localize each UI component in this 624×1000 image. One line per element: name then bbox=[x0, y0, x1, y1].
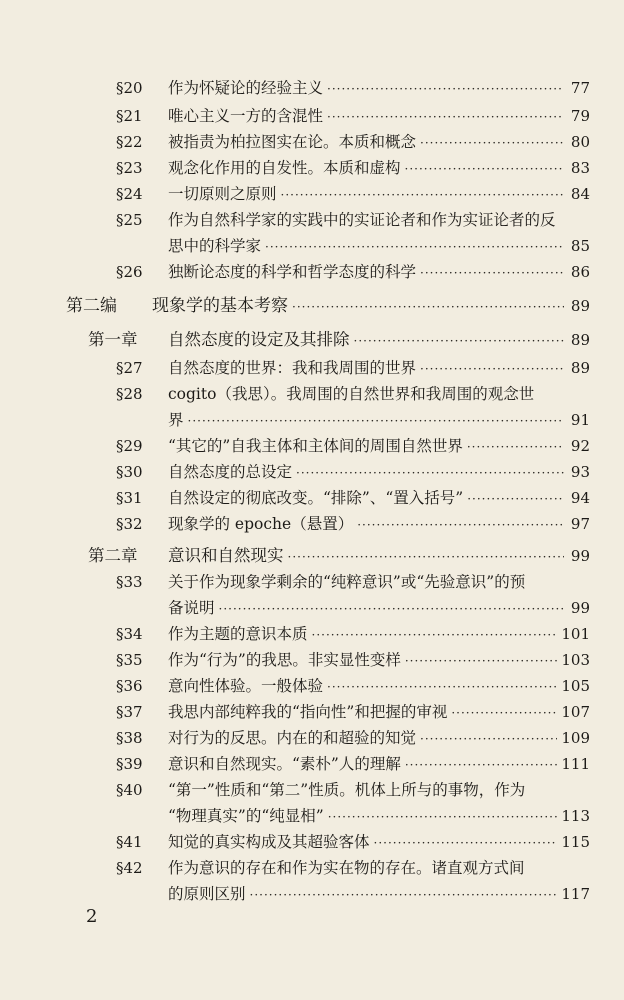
chapter-title: 意识和自然现实 bbox=[168, 546, 284, 565]
section-number: §22 bbox=[116, 133, 143, 151]
section-number: §24 bbox=[116, 185, 143, 203]
part-label: 第二编 bbox=[66, 296, 117, 316]
toc-entry-continuation bbox=[168, 598, 590, 619]
toc-entry bbox=[116, 462, 590, 483]
section-number: §35 bbox=[116, 651, 143, 669]
page-number: 89 bbox=[570, 297, 590, 315]
section-number: §26 bbox=[116, 263, 143, 281]
toc-entry bbox=[116, 650, 590, 671]
page-number: 93 bbox=[570, 463, 590, 481]
page-number: 89 bbox=[570, 359, 590, 377]
page-number: 80 bbox=[570, 133, 590, 151]
section-number: §41 bbox=[116, 833, 143, 851]
page-number: 79 bbox=[570, 107, 590, 125]
toc-entry-continuation bbox=[168, 236, 590, 257]
page-number: 85 bbox=[570, 237, 590, 255]
leader-dots bbox=[467, 437, 564, 457]
toc-entry bbox=[116, 624, 590, 645]
section-title: 一切原则之原则 bbox=[168, 185, 277, 203]
toc-entry bbox=[116, 358, 590, 379]
section-number: §34 bbox=[116, 625, 143, 643]
section-title: 唯心主义一方的含混性 bbox=[168, 107, 324, 125]
section-title: 作为自然科学家的实践中的实证论者和作为实证论者的反 bbox=[168, 211, 556, 229]
toc-entry bbox=[116, 436, 590, 457]
toc-entry-continuation bbox=[168, 410, 590, 431]
page-number: 94 bbox=[570, 489, 590, 507]
chapter-title: 自然态度的设定及其排除 bbox=[168, 330, 350, 349]
leader-dots bbox=[281, 185, 564, 205]
toc-entry bbox=[116, 184, 590, 205]
leader-dots bbox=[420, 133, 564, 153]
page-number: 103 bbox=[561, 651, 590, 669]
page-number: 83 bbox=[570, 159, 590, 177]
section-number: §42 bbox=[116, 859, 143, 877]
section-number: §33 bbox=[116, 573, 143, 591]
leader-dots bbox=[327, 107, 564, 127]
page-number: 91 bbox=[570, 411, 590, 429]
page-number: 99 bbox=[570, 547, 590, 565]
leader-dots bbox=[265, 237, 564, 257]
page-number: 107 bbox=[561, 703, 590, 721]
page-number: 89 bbox=[570, 331, 590, 349]
section-number: §39 bbox=[116, 755, 143, 773]
leader-dots bbox=[467, 489, 564, 509]
page-number: 117 bbox=[561, 885, 590, 903]
page-number: 86 bbox=[570, 263, 590, 281]
section-number: §25 bbox=[116, 211, 143, 229]
section-number: §31 bbox=[116, 489, 143, 507]
toc-entry bbox=[116, 780, 590, 800]
section-title: cogito（我思）。我周围的自然世界和我周围的观念世 bbox=[168, 385, 535, 403]
section-number: §37 bbox=[116, 703, 143, 721]
section-title: 作为“行为”的我思。非实显性变样 bbox=[168, 651, 401, 669]
toc-entry bbox=[116, 488, 590, 509]
leader-dots bbox=[420, 263, 564, 283]
page-number: 84 bbox=[570, 185, 590, 203]
page-number: 99 bbox=[570, 599, 590, 617]
section-title: 意向性体验。一般体验 bbox=[168, 677, 324, 695]
leader-dots bbox=[420, 359, 564, 379]
section-title: 作为主题的意识本质 bbox=[168, 625, 308, 643]
section-title: 独断论态度的科学和哲学态度的科学 bbox=[168, 263, 417, 281]
leader-dots bbox=[405, 651, 558, 671]
section-title: 我思内部纯粹我的“指向性”和把握的审视 bbox=[168, 703, 448, 721]
section-title: 自然设定的彻底改变。“排除”、“置入括号” bbox=[168, 489, 464, 507]
chapter-label: 第一章 bbox=[88, 330, 138, 349]
page-number: 113 bbox=[561, 807, 590, 825]
toc-entry bbox=[116, 78, 590, 99]
section-title: 自然态度的总设定 bbox=[168, 463, 293, 481]
section-title: 关于作为现象学剩余的“纯粹意识”或“先验意识”的预 bbox=[168, 573, 526, 591]
section-number: §21 bbox=[116, 107, 143, 125]
section-title: 作为意识的存在和作为实在物的存在。诸直观方式间 bbox=[168, 859, 525, 877]
section-number: §23 bbox=[116, 159, 143, 177]
section-title: 意识和自然现实。“素朴”人的理解 bbox=[168, 755, 401, 773]
page-number: 109 bbox=[561, 729, 590, 747]
leader-dots bbox=[250, 885, 558, 905]
page-number: 92 bbox=[570, 437, 590, 455]
leader-dots bbox=[420, 729, 557, 749]
leader-dots bbox=[327, 79, 564, 99]
section-title: “其它的”自我主体和主体间的周围自然世界 bbox=[168, 437, 463, 455]
page-number: 77 bbox=[570, 79, 590, 97]
section-title: 对行为的反思。内在的和超验的知觉 bbox=[168, 729, 417, 747]
leader-dots bbox=[374, 833, 558, 853]
page-number: 105 bbox=[561, 677, 590, 695]
section-title: 被指责为柏拉图实在论。本质和概念 bbox=[168, 133, 417, 151]
leader-dots bbox=[354, 331, 565, 351]
toc-entry bbox=[116, 262, 590, 283]
section-number: §30 bbox=[116, 463, 143, 481]
page-number: 115 bbox=[561, 833, 590, 851]
leader-dots bbox=[288, 547, 565, 567]
chapter-heading bbox=[88, 546, 590, 567]
section-number: §27 bbox=[116, 359, 143, 377]
section-title-continued: 界 bbox=[168, 411, 184, 429]
section-title: 现象学的 epoche（悬置） bbox=[168, 515, 354, 533]
section-number: §28 bbox=[116, 385, 143, 403]
part-heading bbox=[66, 296, 590, 317]
page-number: 97 bbox=[570, 515, 590, 533]
section-title: 作为怀疑论的经验主义 bbox=[168, 79, 324, 97]
section-number: §36 bbox=[116, 677, 143, 695]
leader-dots bbox=[357, 515, 564, 535]
toc-entry bbox=[116, 832, 590, 853]
section-title-continued: “物理真实”的“纯显相” bbox=[168, 807, 324, 825]
section-number: §40 bbox=[116, 781, 143, 799]
leader-dots bbox=[312, 625, 558, 645]
section-title: 自然态度的世界：我和我周围的世界 bbox=[168, 359, 417, 377]
toc-entry bbox=[116, 106, 590, 127]
toc-entry bbox=[116, 384, 590, 404]
section-title-continued: 思中的科学家 bbox=[168, 237, 262, 255]
toc-entry bbox=[116, 858, 590, 878]
section-title-continued: 的原则区别 bbox=[168, 885, 246, 903]
section-number: §38 bbox=[116, 729, 143, 747]
leader-dots bbox=[296, 463, 564, 483]
chapter-label: 第二章 bbox=[88, 546, 138, 565]
folio-page-number: 2 bbox=[86, 906, 98, 927]
toc-entry-continuation bbox=[168, 884, 590, 905]
leader-dots bbox=[292, 297, 564, 317]
toc-entry bbox=[116, 728, 590, 749]
toc-entry bbox=[116, 158, 590, 179]
toc-entry bbox=[116, 132, 590, 153]
chapter-heading bbox=[88, 330, 590, 351]
page-number: 101 bbox=[561, 625, 590, 643]
leader-dots bbox=[219, 599, 564, 619]
section-title: 观念化作用的自发性。本质和虚构 bbox=[168, 159, 401, 177]
toc-entry-continuation bbox=[168, 806, 590, 827]
section-title: “第一”性质和“第二”性质。机体上所与的事物，作为 bbox=[168, 781, 526, 799]
section-number: §29 bbox=[116, 437, 143, 455]
toc-entry bbox=[116, 514, 590, 535]
toc-entry bbox=[116, 702, 590, 723]
page-number: 111 bbox=[561, 755, 590, 773]
section-title: 知觉的真实构成及其超验客体 bbox=[168, 833, 370, 851]
toc-entry bbox=[116, 572, 590, 592]
toc-entry bbox=[116, 210, 590, 230]
leader-dots bbox=[188, 411, 564, 431]
leader-dots bbox=[451, 703, 557, 723]
toc-entry bbox=[116, 754, 590, 775]
leader-dots bbox=[405, 159, 564, 179]
toc-entry bbox=[116, 676, 590, 697]
leader-dots bbox=[328, 807, 558, 827]
section-number: §32 bbox=[116, 515, 143, 533]
leader-dots bbox=[327, 677, 557, 697]
part-title: 现象学的基本考察 bbox=[152, 296, 288, 316]
section-title-continued: 备说明 bbox=[168, 599, 215, 617]
leader-dots bbox=[405, 755, 558, 775]
section-number: §20 bbox=[116, 79, 143, 97]
